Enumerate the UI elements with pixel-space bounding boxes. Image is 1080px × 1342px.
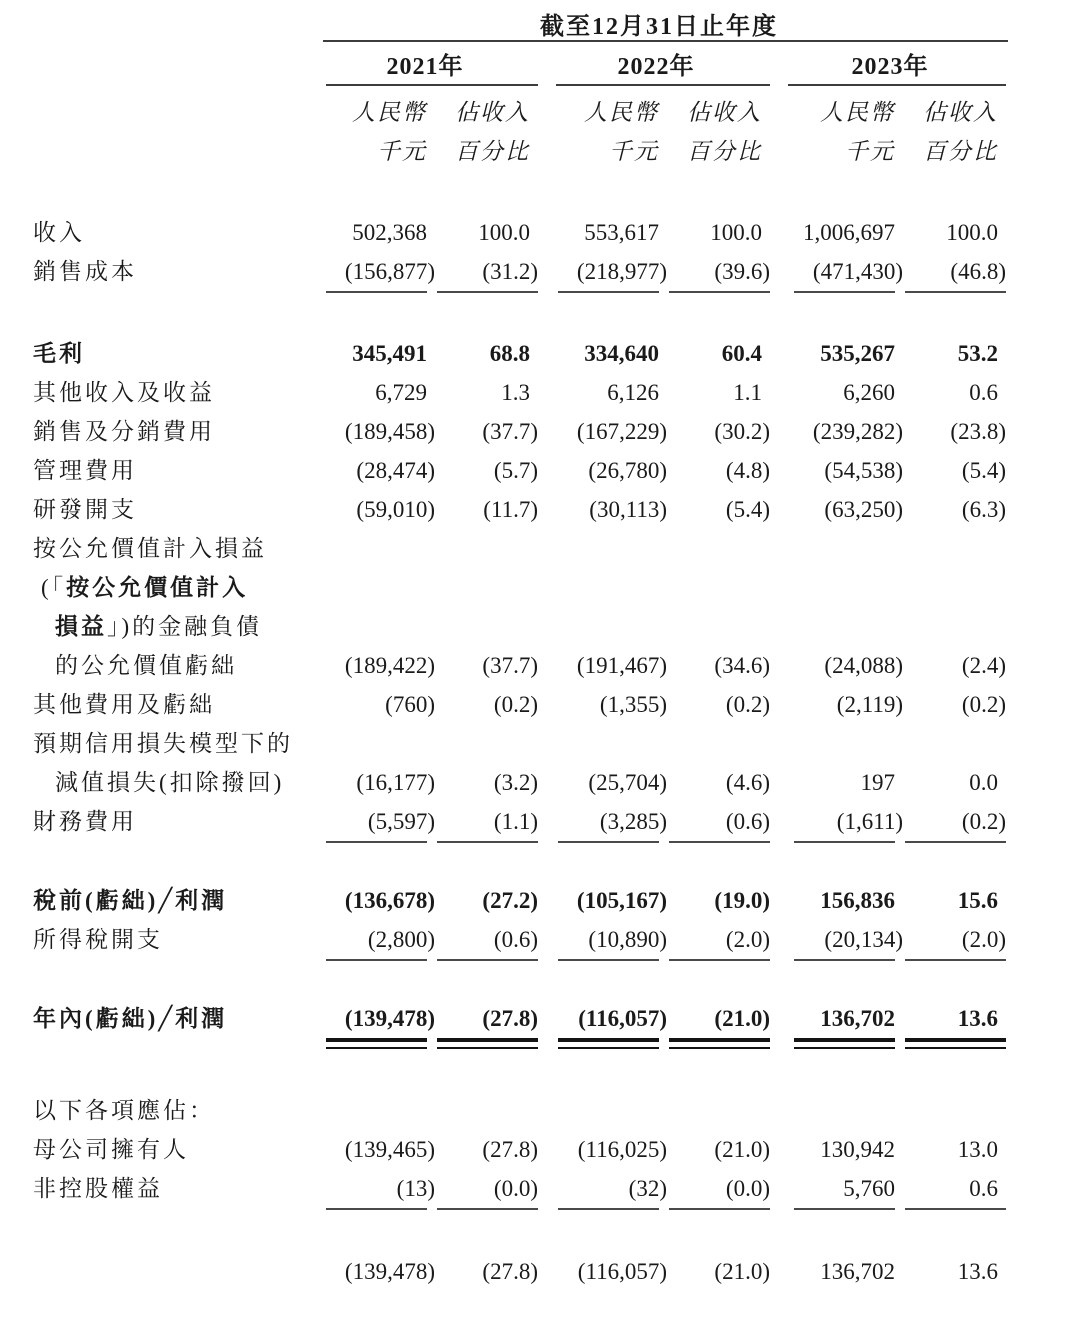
year-2022-header: 2022年 — [617, 54, 695, 80]
year-header-row — [33, 50, 1008, 84]
column-rule — [437, 959, 538, 961]
cell-2023-rmb: (471,430) — [812, 259, 903, 284]
cell-2021-rmb: (136,678) — [344, 888, 435, 913]
double-rule — [794, 1038, 895, 1049]
cell-2022-rmb: (218,977) — [576, 259, 667, 284]
spacer — [33, 301, 1008, 334]
table-row-nci — [33, 1169, 1008, 1208]
double-rule — [437, 1038, 538, 1049]
cell-2023-pct: (2.0) — [961, 927, 1006, 952]
cell-2022-pct: (4.6) — [725, 770, 770, 795]
cell-2021-pct: (37.7) — [482, 653, 538, 678]
cell-2023-rmb: 156,836 — [820, 888, 895, 913]
table-row-rd-expenses — [33, 490, 1008, 529]
column-rule — [326, 959, 427, 961]
year-2021-header: 2021年 — [386, 54, 464, 80]
period-title: 截至12月31日止年度 — [540, 14, 778, 40]
row-label: 毛利 — [33, 341, 85, 366]
cell-2023-rmb: 130,942 — [820, 1137, 895, 1162]
cell-2022-pct: (0.0) — [725, 1176, 770, 1201]
spacer — [33, 851, 1008, 881]
fvtpl-label-line4: 的公允價值虧絀 — [55, 653, 237, 678]
cell-2023-pct: 0.6 — [969, 380, 998, 405]
cell-2021-pct: (0.0) — [493, 1176, 538, 1201]
cell-2022-pct: (5.4) — [725, 497, 770, 522]
cell-2023-rmb: (24,088) — [824, 653, 903, 678]
cell-2022-pct: 1.1 — [733, 380, 762, 405]
row-label — [33, 529, 310, 685]
col-header-pct: 佔收入 — [923, 100, 998, 125]
spacer — [33, 1055, 1008, 1091]
table-row-income-tax — [33, 920, 1008, 959]
column-rule — [326, 291, 427, 293]
cell-2023-rmb: (239,282) — [812, 419, 903, 444]
cell-2022-rmb: 6,126 — [607, 380, 659, 405]
cell-2022-rmb: (30,113) — [589, 497, 667, 522]
cell-2022-pct: 60.4 — [721, 341, 762, 366]
subheader-row-2 — [33, 132, 1008, 171]
table-row-finance-costs — [33, 802, 1008, 841]
cell-2022-rmb: (3,285) — [599, 809, 667, 834]
year-2022-rule — [556, 84, 770, 86]
cell-2021-rmb: 345,491 — [352, 341, 427, 366]
col-header-percent: 百分比 — [923, 139, 998, 164]
row-label — [33, 1252, 310, 1291]
row-label: 財務費用 — [33, 809, 137, 834]
cell-2021-rmb: (760) — [385, 692, 435, 717]
column-rule — [558, 841, 659, 843]
cell-2023-rmb: (1,611) — [836, 809, 903, 834]
cell-2021-rmb: (139,465) — [344, 1137, 435, 1162]
column-rule — [437, 841, 538, 843]
column-rule — [794, 1208, 895, 1210]
row-label: 稅前(虧絀)╱利潤 — [33, 888, 228, 913]
column-rule — [326, 841, 427, 843]
ecl-label-line2: 減值損失(扣除撥回) — [55, 770, 285, 795]
year-rule-row — [33, 84, 1008, 93]
underline-row — [33, 841, 1008, 851]
col-header-percent: 百分比 — [455, 139, 530, 164]
cell-2023-pct: 13.6 — [957, 1006, 998, 1031]
cell-2021-rmb: (189,422) — [344, 653, 435, 678]
year-2023-rule — [788, 84, 1006, 86]
cell-2023-pct: 15.6 — [957, 888, 998, 913]
row-label: 年內(虧絀)╱利潤 — [33, 1006, 228, 1031]
cell-2023-pct: 53.2 — [957, 341, 998, 366]
cell-2021-pct: 1.3 — [501, 380, 530, 405]
double-rule — [669, 1038, 770, 1049]
col-header-pct: 佔收入 — [687, 100, 762, 125]
cell-2021-pct: (0.6) — [493, 927, 538, 952]
row-label: 母公司擁有人 — [33, 1137, 189, 1162]
table-header-title-row — [33, 14, 1008, 40]
col-header-rmb: 人民幣 — [352, 100, 427, 125]
cell-2022-pct: (0.2) — [725, 692, 770, 717]
cell-2022-pct: (2.0) — [725, 927, 770, 952]
cell-2021-pct: (11.7) — [483, 497, 538, 522]
column-rule — [905, 959, 1006, 961]
cell-2023-pct: (6.3) — [961, 497, 1006, 522]
column-rule — [905, 291, 1006, 293]
row-label: 研發開支 — [33, 497, 137, 522]
cell-2023-rmb: 1,006,697 — [803, 220, 895, 245]
double-rule — [905, 1038, 1006, 1049]
cell-2021-rmb: 6,729 — [375, 380, 427, 405]
column-rule — [437, 1208, 538, 1210]
table-row-attributable-heading — [33, 1091, 1008, 1130]
row-label: 其他收入及收益 — [33, 380, 215, 405]
fvtpl-label-line2: (「按公允價值計入 — [41, 575, 249, 600]
cell-2021-rmb: (5,597) — [367, 809, 435, 834]
cell-2021-pct: 68.8 — [489, 341, 530, 366]
cell-2021-pct: (0.2) — [493, 692, 538, 717]
col-header-rmb: 人民幣 — [584, 100, 659, 125]
cell-2022-rmb: (116,057) — [578, 1006, 667, 1031]
column-rule — [669, 1208, 770, 1210]
cell-2023-pct: (0.2) — [961, 809, 1006, 834]
column-rule — [794, 291, 895, 293]
table-row-revenue — [33, 213, 1008, 252]
cell-2023-pct: (0.2) — [961, 692, 1006, 717]
cell-2021-pct: (1.1) — [493, 809, 538, 834]
cell-2022-pct: (19.0) — [714, 888, 770, 913]
table-row-admin-expenses — [33, 451, 1008, 490]
cell-2021-rmb: (139,478) — [344, 1259, 435, 1284]
fvtpl-label-line3: 損益」)的金融負債 — [55, 614, 263, 639]
column-rule — [794, 841, 895, 843]
subheader-row-1 — [33, 93, 1008, 132]
column-rule — [437, 291, 538, 293]
cell-2022-pct: (34.6) — [714, 653, 770, 678]
cell-2022-rmb: (25,704) — [588, 770, 667, 795]
col-header-thousand: 千元 — [377, 139, 427, 164]
row-label: 以下各項應佔： — [33, 1098, 215, 1123]
col-header-percent: 百分比 — [687, 139, 762, 164]
cell-2021-rmb: (2,800) — [367, 927, 435, 952]
cell-2022-rmb: (167,229) — [576, 419, 667, 444]
table-row-cost-of-sales — [33, 252, 1008, 291]
cell-2021-pct: 100.0 — [478, 220, 530, 245]
cell-2023-rmb: 5,760 — [843, 1176, 895, 1201]
column-rule — [794, 959, 895, 961]
table-row-total — [33, 1252, 1008, 1291]
cell-2022-rmb: 553,617 — [584, 220, 659, 245]
double-rule — [326, 1038, 427, 1049]
cell-2021-rmb: (28,474) — [356, 458, 435, 483]
fvtpl-label-line1: 按公允價值計入損益 — [33, 536, 267, 561]
double-rule — [558, 1038, 659, 1049]
row-label — [33, 724, 310, 802]
column-rule — [905, 841, 1006, 843]
col-header-rmb: 人民幣 — [820, 100, 895, 125]
cell-2022-rmb: (1,355) — [599, 692, 667, 717]
cell-2021-rmb: (16,177) — [356, 770, 435, 795]
cell-2022-pct: (21.0) — [714, 1006, 770, 1031]
cell-2023-pct: (46.8) — [950, 259, 1006, 284]
cell-2023-pct: (2.4) — [961, 653, 1006, 678]
underline-row — [33, 959, 1008, 969]
table-row-other-income — [33, 373, 1008, 412]
cell-2023-rmb: 6,260 — [843, 380, 895, 405]
cell-2023-rmb: (20,134) — [824, 927, 903, 952]
cell-2021-rmb: (139,478) — [344, 1006, 435, 1031]
cell-2022-rmb: (10,890) — [588, 927, 667, 952]
row-label: 其他費用及虧絀 — [33, 692, 215, 717]
cell-2022-rmb: (116,057) — [577, 1259, 667, 1284]
table-row-profit-for-year — [33, 999, 1008, 1038]
header-top-rule-row — [33, 40, 1008, 50]
cell-2022-rmb: (116,025) — [577, 1137, 667, 1162]
row-label: 銷售成本 — [33, 259, 137, 284]
cell-2022-pct: (0.6) — [725, 809, 770, 834]
column-rule — [669, 841, 770, 843]
underline-row — [33, 1208, 1008, 1218]
cell-2022-pct: (4.8) — [725, 458, 770, 483]
column-rule — [558, 959, 659, 961]
table-row-gross-profit — [33, 334, 1008, 373]
col-header-thousand: 千元 — [845, 139, 895, 164]
cell-2021-pct: (27.2) — [482, 888, 538, 913]
year-2021-rule — [326, 84, 538, 86]
table-row-selling-expenses — [33, 412, 1008, 451]
column-rule — [669, 291, 770, 293]
cell-2023-pct: 100.0 — [946, 220, 998, 245]
column-rule — [669, 959, 770, 961]
cell-2023-rmb: 197 — [860, 770, 895, 795]
cell-2023-pct: (5.4) — [961, 458, 1006, 483]
cell-2022-pct: (21.0) — [714, 1137, 770, 1162]
underline-row — [33, 291, 1008, 301]
cell-2021-rmb: (13) — [396, 1176, 435, 1201]
cell-2023-pct: 13.0 — [957, 1137, 998, 1162]
cell-2021-pct: (5.7) — [493, 458, 538, 483]
cell-2023-rmb: (54,538) — [824, 458, 903, 483]
table-row-other-expenses — [33, 685, 1008, 724]
cell-2021-pct: (27.8) — [482, 1259, 538, 1284]
cell-2023-rmb: (63,250) — [824, 497, 903, 522]
cell-2023-rmb: 535,267 — [820, 341, 895, 366]
cell-2022-rmb: 334,640 — [584, 341, 659, 366]
col-header-thousand: 千元 — [609, 139, 659, 164]
cell-2022-rmb: (191,467) — [576, 653, 667, 678]
cell-2022-rmb: (105,167) — [576, 888, 667, 913]
column-rule — [905, 1208, 1006, 1210]
cell-2022-pct: 100.0 — [710, 220, 762, 245]
cell-2021-pct: (27.8) — [482, 1006, 538, 1031]
double-underline-row — [33, 1038, 1008, 1055]
cell-2023-rmb: (2,119) — [836, 692, 903, 717]
cell-2023-pct: 0.6 — [969, 1176, 998, 1201]
cell-2023-pct: 0.0 — [969, 770, 998, 795]
cell-2023-pct: (23.8) — [950, 419, 1006, 444]
cell-2021-pct: (3.2) — [493, 770, 538, 795]
table-row-parent-owners — [33, 1130, 1008, 1169]
ecl-label-line1: 預期信用損失模型下的 — [33, 731, 293, 756]
column-rule — [326, 1208, 427, 1210]
cell-2022-pct: (21.0) — [714, 1259, 770, 1284]
spacer — [33, 969, 1008, 999]
table-row-fvtpl-loss — [33, 529, 1008, 685]
cell-2022-rmb: (26,780) — [588, 458, 667, 483]
table-row-ecl-impairment — [33, 724, 1008, 802]
cell-2022-pct: (30.2) — [714, 419, 770, 444]
row-label: 收入 — [33, 220, 85, 245]
cell-2021-rmb: (59,010) — [356, 497, 435, 522]
header-rule — [323, 40, 1008, 42]
year-2023-header: 2023年 — [851, 54, 929, 80]
cell-2022-rmb: (32) — [628, 1176, 667, 1201]
row-label: 銷售及分銷費用 — [33, 419, 215, 444]
row-label: 管理費用 — [33, 458, 137, 483]
column-rule — [558, 1208, 659, 1210]
cell-2023-pct: 13.6 — [957, 1259, 998, 1284]
cell-2021-rmb: (156,877) — [344, 259, 435, 284]
column-rule — [558, 291, 659, 293]
row-label: 非控股權益 — [33, 1176, 163, 1201]
cell-2021-pct: (27.8) — [482, 1137, 538, 1162]
cell-2021-rmb: 502,368 — [352, 220, 427, 245]
cell-2021-pct: (31.2) — [482, 259, 538, 284]
cell-2023-rmb: 136,702 — [820, 1006, 895, 1031]
col-header-pct: 佔收入 — [455, 100, 530, 125]
spacer — [33, 171, 1008, 213]
row-label: 所得稅開支 — [33, 927, 163, 952]
cell-2021-rmb: (189,458) — [344, 419, 435, 444]
cell-2023-rmb: 136,702 — [820, 1259, 895, 1284]
cell-2021-pct: (37.7) — [482, 419, 538, 444]
cell-2022-pct: (39.6) — [714, 259, 770, 284]
table-row-profit-before-tax — [33, 881, 1008, 920]
spacer — [33, 1218, 1008, 1252]
